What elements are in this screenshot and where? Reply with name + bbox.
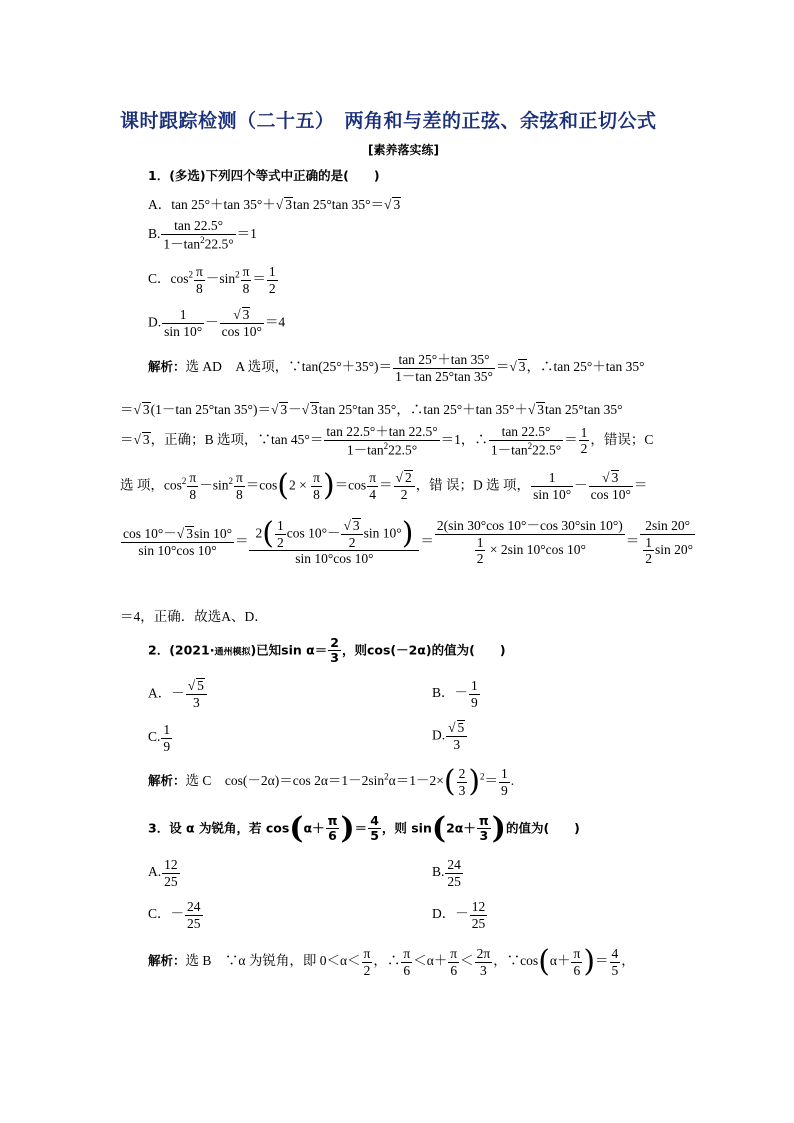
q1-stem: 1．(多选)下列四个等式中正确的是( ) — [148, 168, 380, 183]
q2-stem: 2．(2021·通州模拟)已知sin α＝ $\frac{2}{3}$ ，则cos(－2α)的值为( ) — [148, 635, 506, 666]
q1-option-d: D. $\frac{1}{\sin 10^\circ}$ － √ $\frac{3}{\cos 10^\circ}$ ＝4 — [148, 307, 285, 339]
q2-analysis: 解析：选 C cos(－2α)＝cos $2\alpha=1-2\sin^2\alpha=1-2\times$( $\frac{2}{3}$ )$^2$＝ $\frac{1}{9}$ . — [148, 764, 515, 800]
q3-option-a: A. $\frac{12}{25}$ — [148, 857, 178, 889]
q2-option-b: B．－ $\frac{1}{9}$ — [432, 678, 478, 710]
q2-option-c: C. $\frac{1}{9}$ — [148, 722, 171, 754]
q2-option-a: A．－ √ $\frac{5}{3}$ — [148, 678, 208, 710]
q1-option-b: B. $\frac{\tan 22.5^\circ}{1-\tan^222.5^\circ}$ ＝1 — [148, 218, 257, 252]
q2-source: 通州模拟 — [214, 647, 251, 658]
section-label: [素养落实练] — [368, 143, 439, 157]
q1-analysis-conclusion: ＝4，正确．故选A、D． — [120, 609, 268, 624]
q3-option-c: C．－ $\frac{24}{25}$ — [148, 899, 201, 931]
q2-option-d: D. √ $\frac{5}{3}$ — [432, 720, 468, 752]
q1-analysis-line4: 选 项，$\cos^2$ $\frac{\pi}{8}$ $-\sin^2$ $\frac{\pi}{8}$ ＝cos(2 × $\frac{\pi}{8}$ )＝cos $\frac{\pi}{4}$ ＝ √ $\frac{2}{2}$ ，错 误；D 选 项， $\frac{1}{\sin 10^\circ}$ － √ $\frac{3}{\cos 10^\circ}$ ＝ — [120, 470, 647, 502]
q1-analysis-line2: ＝√ 3(1－tan 25°tan 35°)＝√ 3－√ 3tan 25°tan 35°，∴tan 25°＋tan 35°＋√ 3tan 25°tan 35° — [120, 398, 623, 418]
q3-option-b: B. $\frac{24}{25}$ — [432, 857, 461, 889]
q3-analysis: 解析：选 B ∵α 为锐角，即 0＜α＜ $\frac{\pi}{2}$ ，∴ $\frac{\pi}{6}$ ＜α＋ $\frac{\pi}{6}$ ＜ $\frac{2\pi}{3}$ ，∵cos(α＋ $\frac{\pi}{6}$ )＝ $\frac{4}{5}$ ， — [148, 944, 635, 980]
q1-analysis-line1: 解析：选 AD A 选项，∵tan(25°＋35°)＝ $\frac{\tan 25^\circ+\tan 35^\circ}{1-\tan 25^\circ\tan 35^\circ}$ ＝√ 3，∴tan 25°＋tan 35° — [148, 352, 645, 384]
q1-option-a: A．tan 25°＋tan 35°＋√ 3tan 25°tan 35°＝√ 3 — [148, 193, 401, 213]
q2-stem-pre: 2．(2021· — [148, 642, 215, 658]
page-title-text: 课时跟踪检测（二十五） 两角和与差的正弦、余弦和正切公式 — [120, 110, 657, 132]
q3-stem: 3．设 α 为锐角，若 cos(α＋ $\frac{\pi}{6}$ )＝ $\frac{4}{5}$ ，则 sin(2α＋ $\frac{\pi}{3}$ )的值为( ) — [148, 810, 580, 846]
q1-analysis-line5: $\frac{\cos 10^\circ-√ 3\sin 10^\circ}{\sin 10^\circ\cos 10^\circ}$ ＝ 2( $\frac{1}{2}$ cos 10°－ √ $\frac{3}{2}$ sin 10°) sin 10°cos 10° ＝ 2(sin 30°cos 10°－cos 30°sin 10°) $\frac{1}{2}$ × 2sin 10°cos 10° ＝ 2sin 20° $\frac{1}{2}$ sin 20° — [120, 518, 696, 567]
q1-analysis-line3: ＝√ 3，正确；B 选项，∵tan 45°＝ $\frac{\tan 22.5^\circ+\tan 22.5^\circ}{1-\tan^222.5^\circ}$ ＝1，∴ $\frac{\tan 22.5^\circ}{1-\tan^222.5^\circ}$ ＝ $\frac{1}{2}$ ，错误；C — [120, 424, 653, 458]
q1-option-c: C．$\cos^2$ $\frac{\pi}{8}$ $-\sin^2$ $\frac{\pi}{8}$ ＝ $\frac{1}{2}$ — [148, 264, 276, 296]
q3-option-d: D．－ $\frac{12}{25}$ — [432, 899, 486, 931]
page-title — [120, 106, 657, 133]
